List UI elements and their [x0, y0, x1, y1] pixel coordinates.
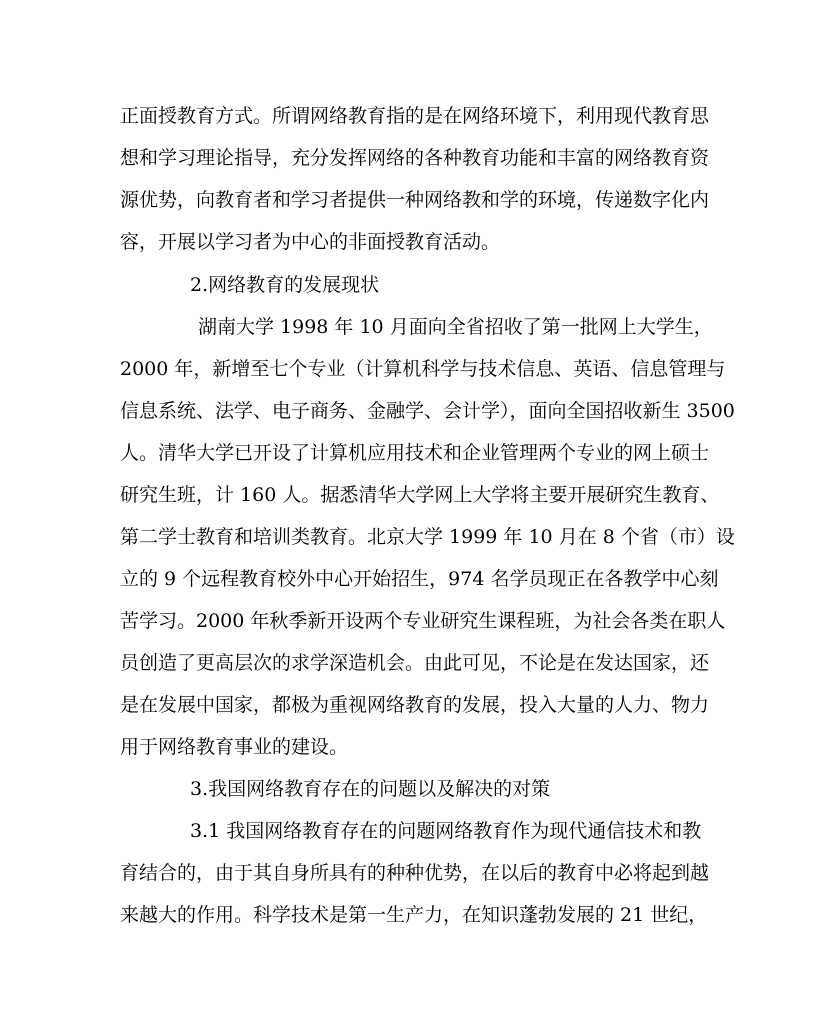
paragraph-line: 3.1 我国网络教育存在的问题网络教育作为现代通信技术和教: [190, 820, 702, 842]
paragraph-line: 员创造了更高层次的求学深造机会。由此可见，不论是在发达国家，还: [120, 652, 710, 674]
paragraph-line: 想和学习理论指导，充分发挥网络的各种教育功能和丰富的网络教育资: [120, 147, 710, 169]
section-heading: 3.我国网络教育存在的问题以及解决的对策: [190, 778, 551, 800]
section-heading: 2.网络教育的发展现状: [190, 274, 380, 296]
paragraph-line: 用于网络教育事业的建设。: [120, 736, 349, 758]
paragraph-line: 是在发展中国家，都极为重视网络教育的发展，投入大量的人力、物力: [120, 694, 710, 716]
paragraph-line: 源优势，向教育者和学习者提供一种网络教和学的环境，传递数字化内: [120, 189, 710, 211]
paragraph-line: 2000 年，新增至七个专业（计算机科学与技术信息、英语、信息管理与: [120, 358, 726, 380]
paragraph-line: 来越大的作用。科学技术是第一生产力，在知识蓬勃发展的 21 世纪，: [120, 904, 708, 926]
paragraph-line: 研究生班，计 160 人。据悉清华大学网上大学将主要开展研究生教育、: [120, 484, 720, 506]
paragraph-line: 人。清华大学已开设了计算机应用技术和企业管理两个专业的网上硕士: [120, 442, 710, 464]
paragraph-line: 正面授教育方式。所谓网络教育指的是在网络环境下，利用现代教育思: [120, 105, 710, 127]
paragraph-line: 立的 9 个远程教育校外中心开始招生，974 名学员现正在各教学中心刻: [120, 568, 719, 590]
paragraph-line: 第二学士教育和培训类教育。北京大学 1999 年 10 月在 8 个省（市）设: [120, 526, 735, 548]
paragraph-line: 育结合的，由于其自身所具有的种种优势，在以后的教育中必将起到越: [120, 862, 710, 884]
paragraph-line: 容，开展以学习者为中心的非面授教育活动。: [120, 231, 501, 253]
paragraph-line: 信息系统、法学、电子商务、金融学、会计学），面向全国招收新生 3500: [120, 400, 735, 422]
paragraph-line: 苦学习。2000 年秋季新开设两个专业研究生课程班，为社会各类在职人: [120, 610, 726, 632]
paragraph-line: 湖南大学 1998 年 10 月面向全省招收了第一批网上大学生，: [198, 316, 713, 338]
